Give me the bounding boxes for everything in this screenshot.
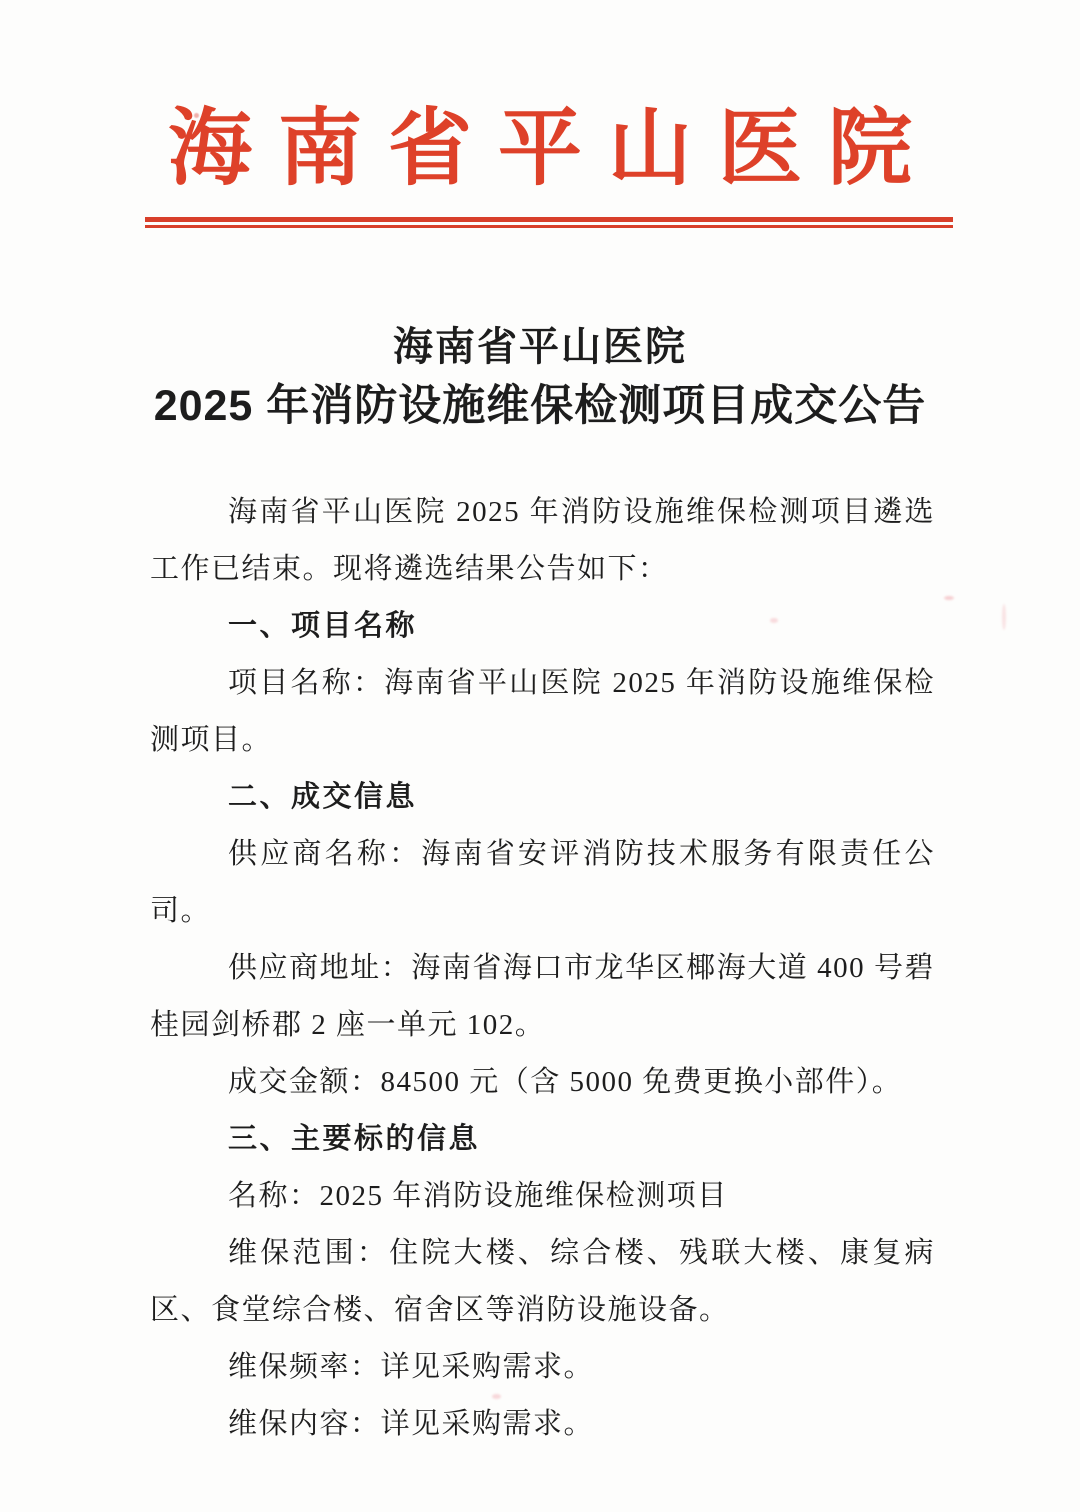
section-3-paragraph-scope: 维保范围：住院大楼、综合楼、残联大楼、康复病区、食堂综合楼、宿舍区等消防设施设备。 (150, 1237, 935, 1326)
letterhead-rule (145, 217, 953, 228)
letterhead-title: 海南省平山医院 (167, 103, 938, 196)
document-title-line-1: 海南省平山医院 (393, 325, 687, 369)
section-2-paragraph-supplier-address: 供应商地址：海南省海口市龙华区椰海大道 400 号碧桂园剑桥郡 2 座一单元 102。 (150, 952, 935, 1041)
section-1-paragraph: 项目名称：海南省平山医院 2025 年消防设施维保检测项目。 (150, 667, 935, 756)
section-1-heading: 一、项目名称 (228, 610, 418, 642)
document-title-line-2: 2025 年消防设施维保检测项目成交公告 (153, 382, 927, 430)
section-3-paragraph-frequency: 维保频率：详见采购需求。 (228, 1351, 595, 1383)
intro-paragraph: 海南省平山医院 2025 年消防设施维保检测项目遴选工作已结束。现将遴选结果公告如下： (150, 496, 935, 585)
document-title (0, 318, 1080, 436)
section-2-heading: 二、成交信息 (228, 781, 418, 813)
section-2-paragraph-supplier-name: 供应商名称：海南省安评消防技术服务有限责任公司。 (150, 838, 935, 927)
section-3-paragraph-name: 名称：2025 年消防设施维保检测项目 (228, 1180, 728, 1212)
section-2-paragraph-award-amount: 成交金额：84500 元（含 5000 免费更换小部件）。 (228, 1066, 903, 1098)
letterhead-rule-thin-line (145, 225, 953, 228)
document-body (0, 484, 1080, 1453)
section-3-heading: 三、主要标的信息 (228, 1123, 481, 1155)
section-3-paragraph-content: 维保内容：详见采购需求。 (228, 1408, 595, 1440)
